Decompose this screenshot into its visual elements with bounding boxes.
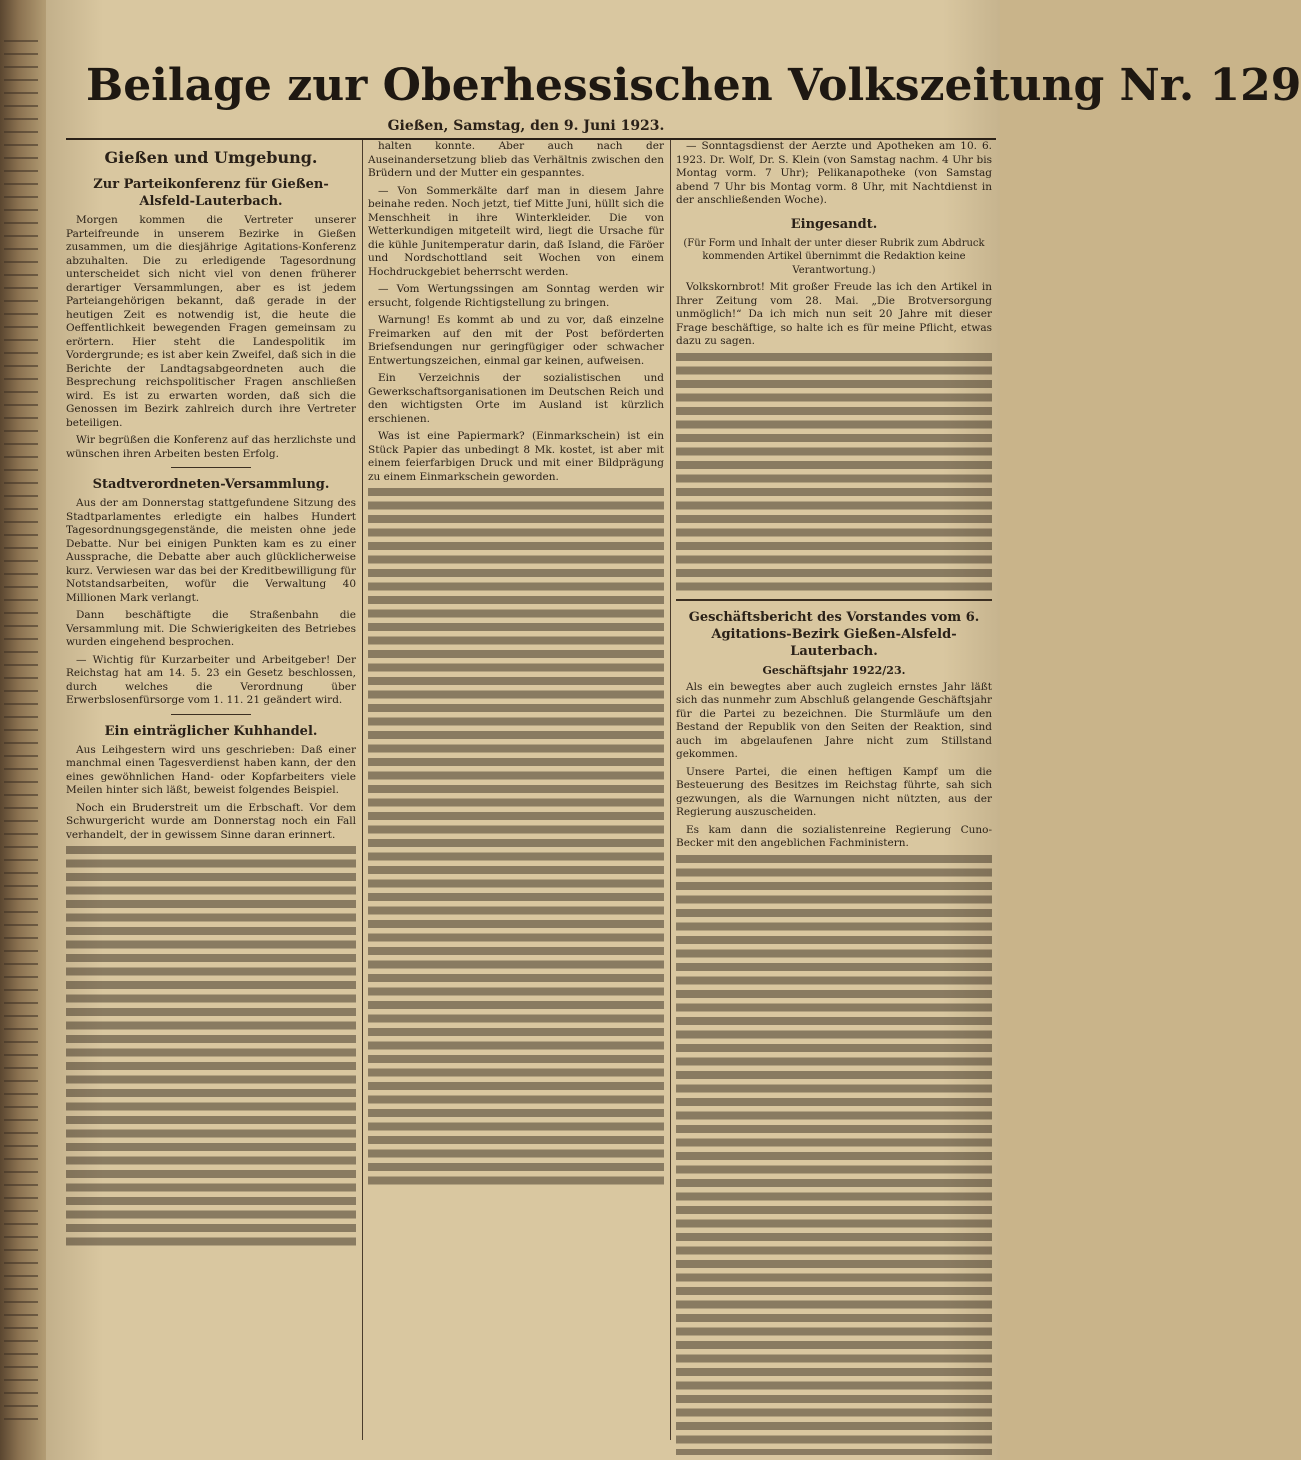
- column-divider: [670, 140, 671, 1440]
- column-1: [66, 140, 356, 1440]
- divider: [676, 599, 992, 601]
- article-paragraph: — Von Sommerkälte darf man in diesem Jahre beinahe reden. Noch jetzt, tief Mitte Juni, hüllt sich die Menschheit in ihre Winterkleider. Die von Wetterkundigen mitgeteilt wird, liegt die Ursache für die kühle Junitemperatur darin, daß Island, die Färöer und Nordschottland seit Wochen von einem Hochdruckgebiet beherrscht werden.: [368, 184, 664, 278]
- newspaper-page: [46, 0, 1301, 1460]
- article-paragraph: Noch ein Bruderstreit um die Erbschaft. Vor dem Schwurgericht wurde am Donnerstag noch ein Fall verhandelt, der in gewissem Sinne daran erinnert.: [66, 801, 356, 841]
- article-paragraph: Wir begrüßen die Konferenz auf das herzlichste und wünschen ihren Arbeiten besten Erfolg.: [66, 434, 356, 460]
- unreadable-text-lines: [66, 846, 356, 1246]
- divider: [171, 467, 251, 468]
- section-title: Eingesandt.: [790, 216, 878, 232]
- book-binding: [0, 0, 46, 1460]
- column-divider: [362, 140, 363, 1440]
- article-headline: Geschäftsbericht des Vorstandes vom 6. Agitations-Bezirk Gießen-Alsfeld-Lauterbach.: [688, 609, 980, 659]
- article-headline: Stadtverordneten-Versammlung.: [92, 477, 330, 492]
- article-paragraph: Aus der am Donnerstag stattgefundene Sitzung des Stadtparlamentes erledigte ein halbes Hundert Tagesordnungsgegenstände, die meisten ohne jede Debatte. Nur bei einigen Punkten kam es zu einer Aussprache, die Debatte aber auch glücklicherweise kurz. Verwiesen war das bei der Kreditbewilligung für Notstandsarbeiten, wofür die Verwaltung 40 Millionen Mark verlangt.: [66, 497, 356, 604]
- unreadable-text-lines: [676, 855, 992, 1455]
- article-paragraph: Warnung! Es kommt ab und zu vor, daß einzelne Freimarken auf den mit der Post beförderten Briefsendungen nur geringfügiger oder schwacher Entwertungszeichen, einmal gar keinen, aufweisen.: [368, 314, 664, 367]
- article-paragraph: Ein Verzeichnis der sozialistischen und Gewerkschaftsorganisationen im Deutschen Reich und den wichtigsten Orte im Ausland ist kürzlich erschienen.: [368, 372, 664, 425]
- previous-page-edge: [4, 40, 38, 1430]
- unreadable-text-lines: [676, 353, 992, 593]
- article-paragraph: — Vom Wertungssingen am Sonntag werden wir ersucht, folgende Richtigstellung zu bringen.: [368, 283, 664, 309]
- divider: [171, 714, 251, 715]
- article-paragraph: Unsere Partei, die einen heftigen Kampf um die Besteuerung des Besitzes im Reichstag führte, sah sich gezwungen, als die Warnungen nicht nützten, aus der Regierung auszuscheiden.: [676, 765, 992, 818]
- masthead-title: Beilage zur Oberhessischen Volkszeitung Nr. 129: [86, 60, 1301, 111]
- article-paragraph: — Wichtig für Kurzarbeiter und Arbeitgeber! Der Reichstag hat am 14. 5. 23 ein Gesetz beschlossen, durch welches die Verordnung über Erwerbslosenfürsorge vom 1. 11. 21 geändert wird.: [66, 653, 356, 706]
- article-headline: Zur Parteikonferenz für Gießen-Alsfeld-Lauterbach.: [93, 177, 329, 209]
- section-title: Gießen und Umgebung.: [104, 148, 318, 167]
- article-paragraph: Was ist eine Papiermark? (Einmarkschein) ist ein Stück Papier das unbedingt 8 Mk. kostet, ist aber mit einem feierfarbigen Druck und mit einer Bildprägung zu einem Einmarkschein geworden.: [368, 430, 664, 483]
- unreadable-text-lines: [368, 488, 664, 1188]
- article-paragraph: Morgen kommen die Vertreter unserer Parteifreunde in unserem Bezirke in Gießen zusammen, um die diesjährige Agitations-Konferenz abzuhalten. Die zu erledigende Tagesordnung unterscheidet sich nicht viel von denen früherer derartiger Versammlungen, aber es ist jedem Parteiangehörigen bekannt, daß gerade in der heutigen Zeit es notwendig ist, die heute die Oeffentlichkeit bewegenden Fragen gemeinsam zu erörtern. Hier steht die Landespolitik im Vordergrunde; es ist aber kein Zweifel, daß sich in die Berichte der Landtagsabgeordneten auch die Besprechung reichspolitischer Fragen anschließen wird. Es ist zu erwarten worden, daß sich die Genossen im Bezirk zahlreich durch ihre Vertreter beteiligen.: [66, 214, 356, 429]
- article-paragraph: Aus Leihgestern wird uns geschrieben: Daß einer manchmal einen Tagesverdienst haben kann, der den eines gewöhnlichen Hand- oder Kopfarbeiters viele Meilen hinter sich läßt, beweist folgendes Beispiel.: [66, 743, 356, 796]
- column-3: [676, 140, 992, 1440]
- article-paragraph: Dann beschäftigte die Straßenbahn die Versammlung mit. Die Schwierigkeiten des Betriebes wurden eingehend besprochen.: [66, 609, 356, 648]
- article-paragraph: — Sonntagsdienst der Aerzte und Apotheken am 10. 6. 1923. Dr. Wolf, Dr. S. Klein (von Samstag nachm. 4 Uhr bis Montag vorm. 7 Uhr); Pelikanapotheke (von Samstag abend 7 Uhr bis Montag vorm. 8 Uhr, mit Nachtdienst in der anschließenden Woche).: [676, 140, 992, 206]
- article-subheadline: Geschäftsjahr 1922/23.: [762, 663, 906, 677]
- column-2: [368, 140, 664, 1440]
- article-paragraph: Als ein bewegtes aber auch zugleich ernstes Jahr läßt sich das nunmehr zum Abschluß gelangende Geschäftsjahr für die Partei zu bezeichnen. Die Sturmläufe um den Bestand der Republik von den Seiten der Reaktion, sind auch im abgelaufenen Jahre nicht zum Stillstand gekommen.: [676, 680, 992, 760]
- dateline: Gießen, Samstag, den 9. Juni 1923.: [387, 118, 665, 134]
- article-paragraph: halten konnte. Aber auch nach der Auseinandersetzung blieb das Verhältnis zwischen den Brüdern und der Mutter ein gespanntes.: [368, 140, 664, 179]
- article-headline: Ein einträglicher Kuhhandel.: [104, 723, 318, 739]
- editorial-note: (Für Form und Inhalt der unter dieser Rubrik zum Abdruck kommenden Artikel übernimmt die Redaktion keine Verantwortung.): [683, 237, 985, 276]
- article-paragraph: Es kam dann die sozialistenreine Regierung Cuno-Becker mit den angeblichen Fachministern.: [676, 823, 992, 849]
- article-paragraph: Volkskornbrot! Mit großer Freude las ich den Artikel in Ihrer Zeitung vom 28. Mai. „Die Brotversorgung unmöglich!“ Da ich mich nun seit 20 Jahre mit dieser Frage beschäftige, so halte ich es für meine Pflicht, etwas dazu zu sagen.: [676, 281, 992, 347]
